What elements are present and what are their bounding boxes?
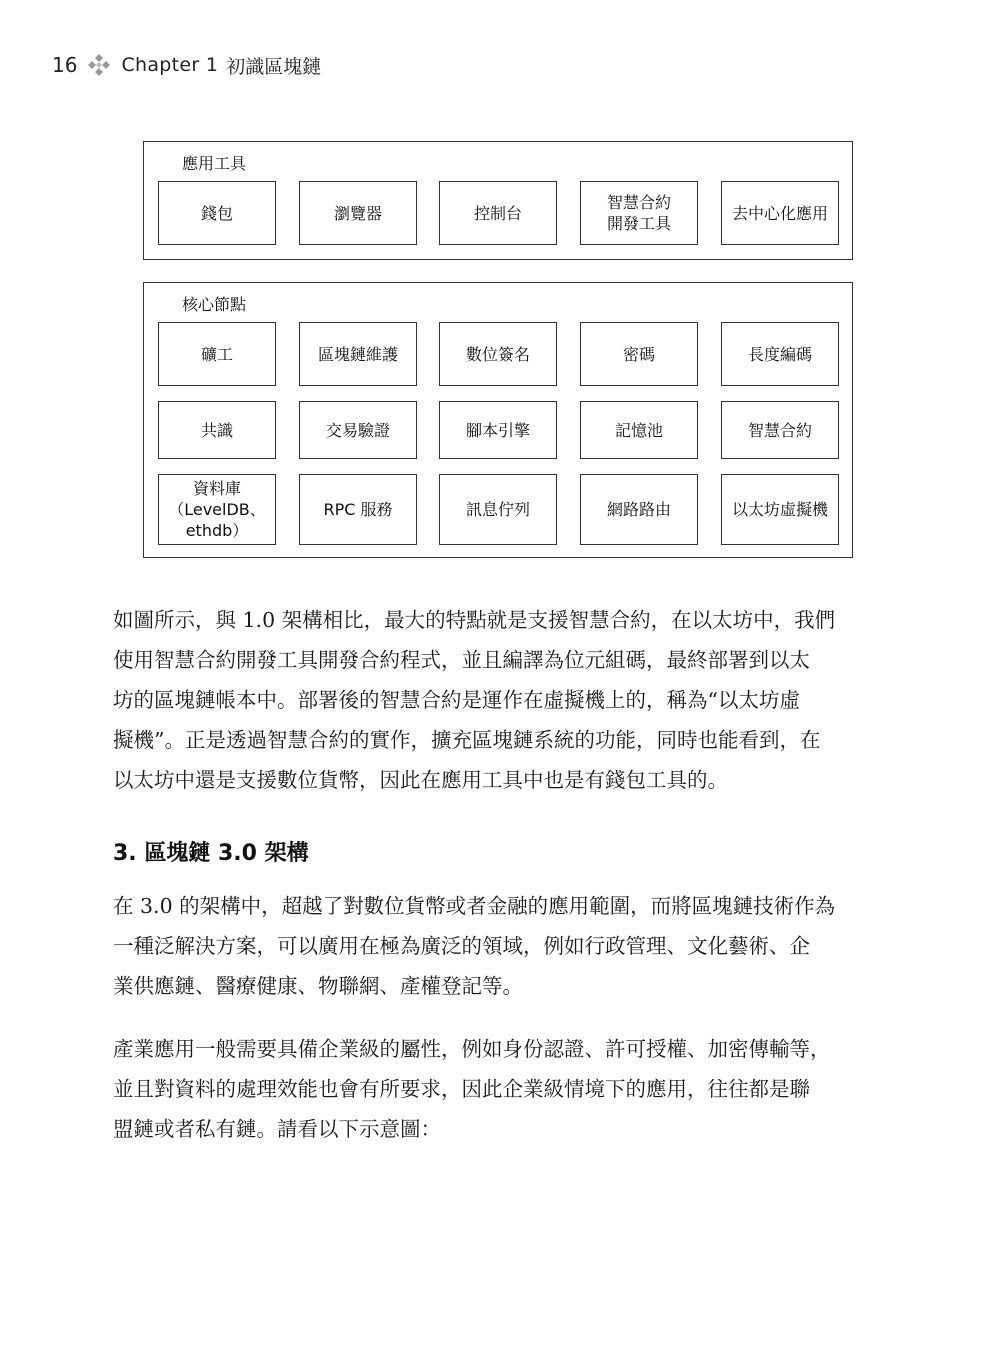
text-line: 產業應用一般需要具備企業級的屬性，例如身份認證、許可授權、加密傳輸等， — [113, 1037, 831, 1061]
diagram-cell: 腳本引擎 — [439, 401, 557, 459]
page-number: 16 — [52, 53, 78, 77]
diagram-cell: 資料庫 （LevelDB、 ethdb） — [158, 474, 276, 545]
diagram-cell: 控制台 — [439, 181, 557, 245]
text-line: 並且對資料的處理效能也會有所要求，因此企業級情境下的應用，往往都是聯 — [113, 1077, 810, 1101]
diagram-cell: 去中心化應用 — [721, 181, 839, 245]
text-line: 擬機”。正是透過智慧合約的實作，擴充區塊鏈系統的功能，同時也能看到，在 — [113, 728, 821, 752]
body-paragraph — [113, 1029, 893, 1149]
body-paragraph — [113, 600, 893, 800]
diagram-cell: 數位簽名 — [439, 322, 557, 386]
diagram-cell: RPC 服務 — [299, 474, 417, 545]
text-line: 使用智慧合約開發工具開發合約程式，並且編譯為位元組碼，最終部署到以太 — [113, 648, 810, 672]
diamond-cluster-icon — [87, 53, 111, 77]
diagram-cell: 智慧合約 — [721, 401, 839, 459]
diagram-cell: 區塊鏈維護 — [299, 322, 417, 386]
diagram-cell: 瀏覽器 — [299, 181, 417, 245]
chapter-title: 初識區塊鏈 — [226, 55, 322, 78]
diagram-cell: 智慧合約 開發工具 — [580, 181, 698, 245]
diagram-cell: 密碼 — [580, 322, 698, 386]
diagram-cell: 網路路由 — [580, 474, 698, 545]
text-line: 業供應鏈、醫療健康、物聯網、產權登記等。 — [113, 974, 523, 998]
section-heading: 3. 區塊鏈 3.0 架構 — [113, 841, 309, 866]
page-header — [52, 52, 321, 78]
body-paragraph — [113, 886, 893, 1006]
text-line: 盟鏈或者私有鏈。請看以下示意圖： — [113, 1117, 441, 1141]
text-line: 如圖所示，與 1.0 架構相比，最大的特點就是支援智慧合約，在以太坊中，我們 — [113, 608, 836, 632]
diagram-cell: 共識 — [158, 401, 276, 459]
chapter-label: Chapter 1 — [121, 54, 219, 76]
text-line: 以太坊中還是支援數位貨幣，因此在應用工具中也是有錢包工具的。 — [113, 768, 728, 792]
core-node-group — [143, 282, 853, 558]
text-line: 一種泛解決方案，可以廣用在極為廣泛的領域，例如行政管理、文化藝術、企 — [113, 934, 810, 958]
diagram-cell: 錢包 — [158, 181, 276, 245]
diagram-cell: 記憶池 — [580, 401, 698, 459]
diagram-cell: 礦工 — [158, 322, 276, 386]
diagram-cell: 以太坊虛擬機 — [721, 474, 839, 545]
text-line: 在 3.0 的架構中，超越了對數位貨幣或者金融的應用範圍，而將區塊鏈技術作為 — [113, 894, 836, 918]
diagram-cell: 交易驗證 — [299, 401, 417, 459]
application-tools-group — [143, 141, 853, 260]
group-title: 核心節點 — [182, 295, 247, 314]
text-line: 坊的區塊鏈帳本中。部署後的智慧合約是運作在虛擬機上的，稱為“以太坊虛 — [113, 688, 800, 712]
group-title: 應用工具 — [182, 154, 247, 173]
diagram-cell: 長度編碼 — [721, 322, 839, 386]
diagram-cell: 訊息佇列 — [439, 474, 557, 545]
